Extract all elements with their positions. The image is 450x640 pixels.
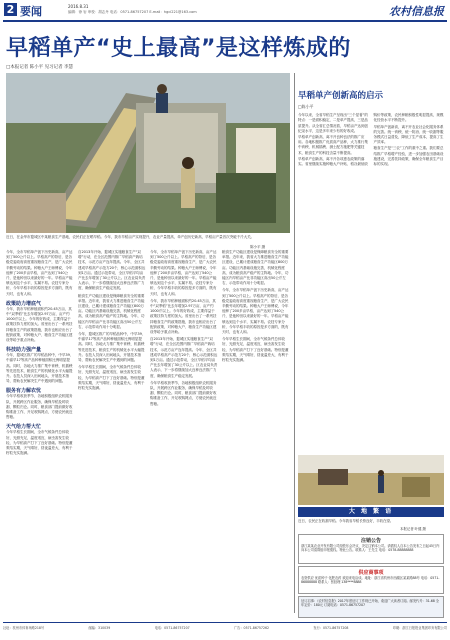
col1-intro: 今年，全市早稻单产创下历史新高，亩产达到了500公斤以上。早稻高产的背后，是各级党委政府高度重视粮食生产，是广大农民辛勤劳动的结果。种粮大户王师傅说，今年他种了200多亩早稻，亩产达到了540公斤，是他种田以来最好的一年。早稻亩产能够达到这个水平，实属不易。农技专家分析，今年早稻丰收的原因是多方面的，既有天时，也有人和。 — [6, 250, 73, 296]
ad-notice-3 — [298, 596, 444, 618]
footer-item: 发行：0571-86757208 — [313, 626, 349, 630]
article-col-4 — [222, 250, 290, 620]
commentary-column — [298, 73, 444, 453]
col2-text-d: 今年早稻生长期间，全市气候条件总体较好，光照充足，温度适宜，病虫害发生较轻，为早稻高产打下了良好基础。特别是灌浆结实期，天气晴好，昼夜温差大，有利于籽粒充实饱满。 — [78, 365, 145, 391]
footer-item: 社址：杭州市体育场路218号 — [3, 626, 45, 630]
col3-text-a: 今年，全市早稻单产创下历史新高，亩产达到了500公斤以上。早稻高产的背后，是各级党委政府高度重视粮食生产，是广大农民辛勤劳动的结果。种粮大户王师傅说，今年他种了200多亩早稻，亩产达到了540公斤，是他种田以来最好的一年。早稻亩产能够达到这个水平，实属不易。农技专家分析，今年早稻丰收的原因是多方面的，既有天时，也有人和。 — [150, 250, 217, 296]
commentary-byline: □陈小平 — [298, 104, 314, 109]
article-col-1 — [6, 250, 74, 620]
commentary-heading: 早稻单产创新高的启示 — [298, 91, 384, 101]
masthead — [0, 0, 450, 30]
section-title: 要闻 — [20, 5, 42, 18]
footer-item: 电话：0571-86757207 — [154, 626, 190, 630]
col4-text-b: 今年，全市早稻单产创下历史新高，亩产达到了500公斤以上。早稻高产的背后，是各级党委政府高度重视粮食生产，是广大农民辛勤劳动的结果。种粮大户王师傅说，今年他种了200多亩早稻，亩产达到了540公斤，是他种田以来最好的一年。早稻亩产能够达到这个水平，实属不易。农技专家分析，今年早稻丰收的原因是多方面的，既有天时，也有人和。 — [222, 288, 289, 335]
footer-item: 印刷：浙江日报报业集团印务有限公司 — [392, 626, 447, 630]
photo-caption: 近日，在金华市婺城区中某粮食生产基地，农民们正在晒早稻。今年，我市早稻亩产实现提升，农业产量提高，单产创历史新高，早稻亩产量首次突破千斤大关。 — [6, 235, 255, 239]
footer-item: 广告：0571-86757262 — [233, 626, 270, 630]
col3-text-c: 自2013年开始，婺城区实施粮食生产“双增”行动，在全区范围内推广早稻高产栽培技术，示范方亩产连年提高。今年，全区共建成早稻高产示范方20个，核心示范面积达到1万亩。通过示范带动，全区早稻平均亩产比去年增加了30公斤以上。区农业局负责人表示，下一步将继续加大良种良法推广力度，确保粮食生产稳定发展。 — [150, 337, 218, 378]
ad-notice-2 — [298, 566, 444, 594]
commentary-para: 今年以来，全省早稻生产呈现出“三个显著”的特点：一是面积稳定，二是单产提高，三是品质提升。从全省汇总情况看，早稻亩产达到创纪录水平，这是多年来少有的好收成。 — [298, 113, 368, 133]
col2-text-a: 自2013年开始，婺城区实施粮食生产“双增”行动，在全区范围内推广早稻高产栽培技术，示范方亩产连年提高。今年，全区共建成早稻高产示范方20个，核心示范面积达到1万亩。通过示范带动，全区早稻平均亩产比去年增加了30公斤以上。区农业局负责人表示，下一步将继续加大良种良法推广力度，确保粮食生产稳定发展。 — [78, 250, 146, 291]
photo-credit: 陈小平 摄 — [250, 245, 266, 249]
footer-item: 邮编：310039 — [88, 626, 111, 630]
ad1-text: 浙江某某农业开发有限公司经股东会决议，决定注销本公司。请债权人自本公告发布之日起45日内向本公司清算组申报债权。特此公告。联系人：王先生 电话：0578-88888888 — [301, 544, 440, 553]
harvest-photo-illustration — [6, 73, 290, 233]
footer-rule — [3, 622, 447, 623]
headline: 早稻单产“史上最高”是这样炼成的 — [6, 36, 351, 61]
secondary-photo — [298, 455, 444, 505]
article-col-2 — [78, 250, 146, 620]
col4-text-a: 粮食生产功能区建设是保障粮食安全的重要举措。近年来，我省大力推进粮食生产功能区建设，已累计建成粮食生产功能区800万亩。功能区内基础设施完善，机械化程度高，成为粮食高产稳产的主阵地。今年，功能区内早稻亩产比非功能区高出50公斤左右，示范带动作用十分明显。 — [222, 250, 289, 286]
subhead-policy: 政策助力增底气 — [6, 300, 42, 307]
col1-section-weather: 今年早稻生长期间，全市气候条件总体较好，光照充足，温度适宜，病虫害发生较轻，为早稻高产打下了良好基础。特别是灌浆结实期，天气晴好，昼夜温差大，有利于籽粒充实饱满。 — [6, 430, 73, 456]
meta-editor: 编辑：徐 岩 审校：胡志丹 电话：0571-86757207 E-mail：hgci221@163.com — [68, 10, 197, 14]
field-photo-illustration — [298, 455, 444, 505]
byline: □本报记者 陈小平 见习记者 李慧 — [6, 65, 74, 70]
banner-bar: 大 地 繁 语 — [298, 507, 444, 517]
commentary-para: 早稻单产创新高，离不开各项惠农政策的落实。省里继续实施种粮大户补贴、稻谷最低收购价等政策，农民种粮积极性明显提高，规模化经营水平不断提升。 — [298, 113, 444, 167]
secondary-credit: 本报记者 叶健 摄 — [400, 527, 426, 531]
col1-section-policy: 今年，我市早稻种植面积约20.45万亩，其中“双季稻”比去年增加2.97万亩，亩产约1000斤以上。今年的好收成，主要得益于政策扶持力度的加大。省里出台了一系列扶持粮食生产的政策措施，我市也相应出台了配套政策，对种粮大户、粮食生产功能区建设等给予重点补助。 — [6, 306, 73, 343]
article-col-3 — [150, 250, 218, 620]
masthead-rule — [3, 20, 447, 22]
commentary-para: 早稻单产创新高，离不开农业社会化服务体系的完善。统一育秧、统一防治、统一收割等服务模式日益普及，降低了生产成本，提高了生产效率。 — [373, 124, 444, 145]
main-photo — [6, 73, 290, 233]
subhead-weather: 天气给力帮大忙 — [6, 424, 42, 431]
ad2-text: 农资供应 优质种子 化肥农药 欢迎来电洽谈。地址：浙江省杭州市西湖区某某路88号 电话：0571-86888888 联系人：张经理 138****8888 — [301, 576, 440, 585]
meta-date: 2016.8.31 — [68, 4, 89, 9]
col3-text-b: 今年，我市早稻种植面积约20.45万亩，其中“双季稻”比去年增加2.97万亩，亩产约1000斤以上。今年的好收成，主要得益于政策扶持力度的加大。省里出台了一系列扶持粮食生产的政策措施，我市也相应出台了配套政策，对种粮大户、粮食生产功能区建设等给予重点补助。 — [150, 298, 217, 335]
col2-text-c: 今年，婺城区推广的早稻品种中，中早39、中嘉早17等高产品种种植面积比例明显提高。同时，各地大力推广集中育秧、机插秧等先进技术，粮食生产的机械化水平大幅提升。农技人员深入田间地头，开展技术指导，帮助农民解决生产中遇到的问题。 — [78, 332, 146, 363]
commentary-para: 粮食生产是“三农”工作的重中之重。我们要总结推广早稻增产经验，进一步加强农田基础设施建设，完善扶持政策，确保全年粮食生产目标的实现。 — [373, 146, 444, 167]
commentary-para: 早稻单产创新高，离不开良种良法的推广应用。各地积极推广优质高产品种，大力推行集中育秧、机械插秧、测土配方施肥等关键技术，粮食生产的科技含量不断提高。 — [298, 135, 368, 155]
secondary-caption: 近日，农民正在收割早稻。今年我省早稻长势良好，丰收在望。 — [298, 519, 394, 523]
column-divider — [294, 73, 295, 613]
ad3-text: 征订启事：《农村信息报》2017年度征订工作现已开始，欢迎广大读者订阅。邮发代号：31-68 全年定价：180元 订阅电话：0571-86757207 — [301, 599, 439, 608]
col1-section-service: 今年早稻收获季节，各地积极组织农机服务队，开展跨区作业服务，确保早稻及时收割、颗粒归仓。同时，粮食部门提前做好收购准备工作，开足收购网点，方便农民就近售粮。 — [6, 394, 73, 420]
ad2-title: 供应商事项 — [358, 570, 384, 576]
subhead-tech: 科技助力强产量 — [6, 347, 42, 354]
ad-notice-1 — [298, 534, 444, 564]
col3-text-d: 今年早稻收获季节，各地积极组织农机服务队，开展跨区作业服务，确保早稻及时收割、颗粒归仓。同时，粮食部门提前做好收购准备工作，开足收购网点，方便农民就近售粮。 — [150, 380, 217, 406]
col4-text-c: 今年早稻生长期间，全市气候条件总体较好，光照充足，温度适宜，病虫害发生较轻，为早稻高产打下了良好基础。特别是灌浆结实期，天气晴好，昼夜温差大，有利于籽粒充实饱满。 — [222, 337, 289, 363]
commentary-body — [298, 113, 444, 473]
paper-name: 农村信息报 — [389, 5, 444, 18]
footer-bar — [3, 625, 447, 637]
ad1-title: 注销公告 — [360, 538, 381, 544]
col1-section-tech: 今年，婺城区推广的早稻品种中，中早39、中嘉早17等高产品种种植面积比例明显提高。同时，各地大力推广集中育秧、机插秧等先进技术，粮食生产的机械化水平大幅提升。农技人员深入田间地头，开展技术指导，帮助农民解决生产中遇到的问题。 — [6, 353, 74, 384]
subhead-service: 服务有力解农忧 — [6, 388, 42, 395]
page-number-box: 2 — [4, 3, 17, 16]
col2-text-b: 粮食生产功能区建设是保障粮食安全的重要举措。近年来，我省大力推进粮食生产功能区建设，已累计建成粮食生产功能区800万亩。功能区内基础设施完善，机械化程度高，成为粮食高产稳产的主阵地。今年，功能区内早稻亩产比非功能区高出50公斤左右，示范带动作用十分明显。 — [78, 293, 145, 329]
